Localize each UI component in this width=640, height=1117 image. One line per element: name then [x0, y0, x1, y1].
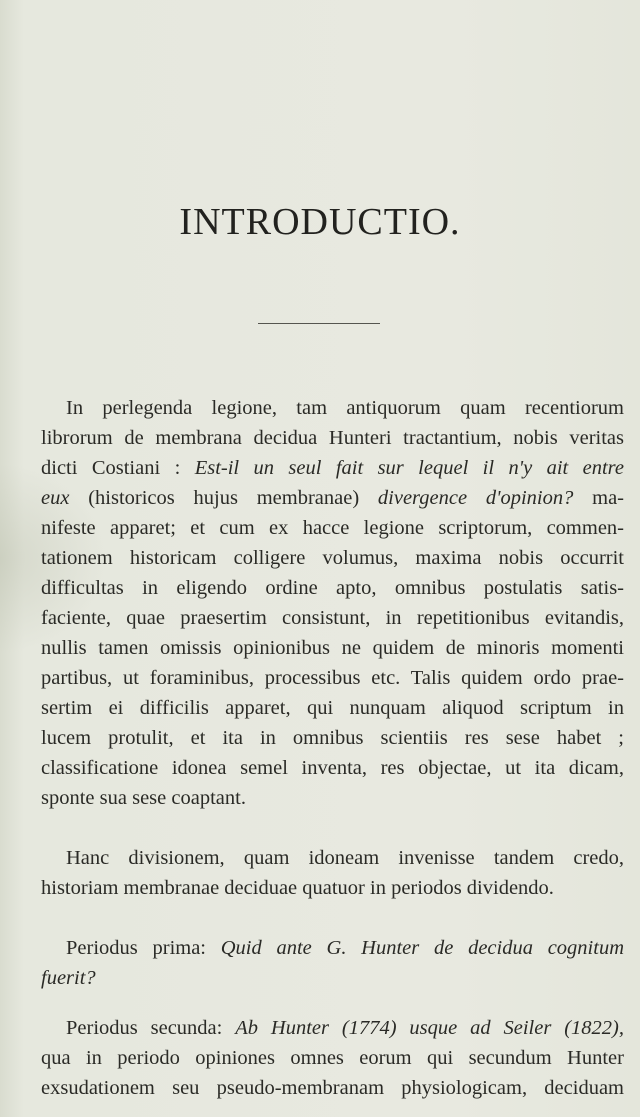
text-line [66, 936, 624, 960]
quotation-italic: Est-il un seul fait sur lequel il n'y ait entre [194, 457, 625, 479]
text-line: sponte sua sese coaptant. [41, 787, 246, 809]
text-line: difficultas in eligendo ordine apto, omnibus postulatis satis- [41, 577, 624, 599]
text-line: In perlegenda legione, tam antiquorum quam recentiorum [66, 397, 624, 419]
text-line: historiam membranae deciduae quatuor in periodos dividendo. [41, 877, 554, 899]
period-question-italic: Quid ante G. Hunter de decidua cognitum [220, 937, 625, 959]
text-line: nullis tamen omissis opinionibus ne quidem de minoris momenti [41, 637, 624, 659]
text-line: sertim ei difficilis apparet, qui nunquam aliquod scriptum in [41, 697, 624, 719]
chapter-title: INTRODUCTIO. [179, 201, 461, 243]
quotation-italic: eux [41, 487, 70, 509]
text-span: Periodus prima: [66, 937, 221, 959]
text-span: Periodus secunda: [66, 1017, 236, 1039]
text-line: Hanc divisionem, quam idoneam invenisse tandem credo, [66, 847, 624, 869]
text-span: dicti Costiani : [41, 457, 195, 479]
text-line: partibus, ut foraminibus, processibus etc. Talis quidem ordo prae- [41, 667, 624, 689]
quotation-italic: divergence d'opinion? [377, 487, 574, 509]
text-span: (historicos hujus membranae) [69, 487, 378, 509]
text-line: nifeste apparet; et cum ex hacce legione scriptorum, commen- [41, 517, 624, 539]
text-line: qua in periodo opiniones omnes eorum qui secundum Hunter [41, 1047, 624, 1069]
text-line [66, 1016, 624, 1040]
title-rule [258, 323, 380, 324]
period-range-italic: Ab Hunter (1774) usque ad Seiler (1822), [235, 1017, 624, 1039]
text-line: faciente, quae praesertim consistunt, in repetitionibus evitandis, [41, 607, 624, 629]
text-line [41, 456, 624, 480]
text-line: tationem historicam colligere volumus, maxima nobis occurrit [41, 547, 624, 569]
text-line: exsudationem seu pseudo-membranam physiologicam, deciduam [41, 1077, 624, 1099]
text-line: fuerit? [41, 967, 96, 989]
text-line: librorum de membrana decidua Hunteri tractantium, nobis veritas [41, 427, 624, 449]
text-line [41, 486, 624, 510]
text-line: lucem protulit, et ita in omnibus scientiis res sese habet ; [41, 727, 624, 749]
text-line: classificatione idonea semel inventa, res objectae, ut ita dicam, [41, 757, 624, 779]
text-span: ma- [573, 487, 624, 509]
